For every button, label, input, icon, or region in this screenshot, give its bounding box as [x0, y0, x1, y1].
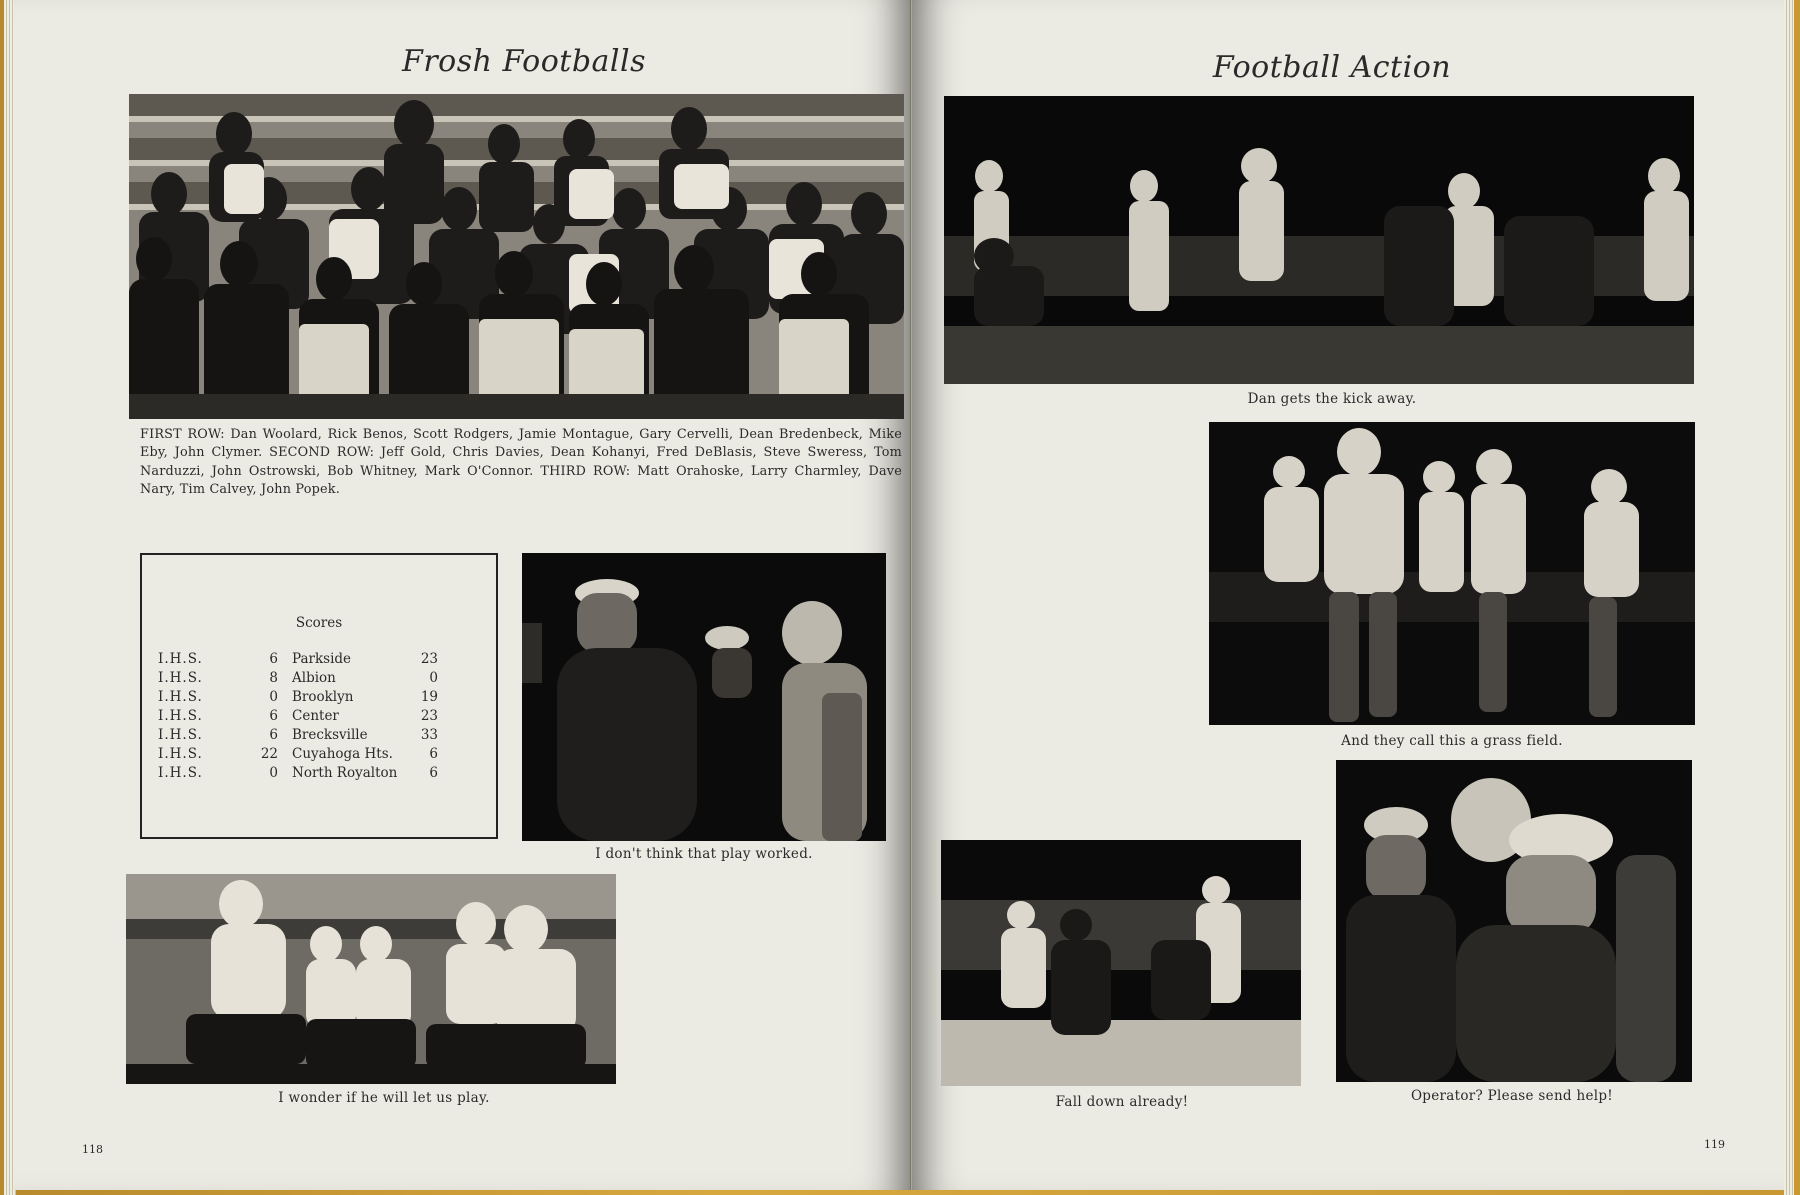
- scores-heading: Scores: [295, 615, 343, 631]
- operator-caption: Operator? Please send help!: [1410, 1088, 1614, 1104]
- kick-caption: Dan gets the kick away.: [1247, 391, 1417, 407]
- fall-caption: Fall down already!: [1055, 1094, 1189, 1110]
- score-us: 0: [269, 765, 278, 781]
- score-opponent: Brooklyn: [292, 689, 354, 705]
- score-row: [158, 651, 478, 670]
- coach-photo: [522, 553, 886, 841]
- score-row: [158, 746, 478, 765]
- score-us: 6: [269, 708, 278, 724]
- score-them: 23: [420, 708, 438, 724]
- page-stack-right: [1784, 0, 1794, 1195]
- score-row: [158, 689, 478, 708]
- coach-caption: I don't think that play worked.: [595, 846, 813, 862]
- score-opponent: Cuyahoga Hts.: [292, 746, 393, 762]
- team-group-photo: [129, 94, 904, 419]
- bench-photo: [126, 874, 616, 1084]
- score-us: 0: [269, 689, 278, 705]
- score-team: I.H.S.: [158, 670, 203, 686]
- scores-table: [158, 651, 478, 784]
- score-team: I.H.S.: [158, 689, 203, 705]
- left-page: [14, 0, 911, 1190]
- score-opponent: Brecksville: [292, 727, 368, 743]
- score-opponent: Albion: [292, 670, 336, 686]
- score-them: 6: [429, 765, 438, 781]
- score-opponent: Parkside: [292, 651, 352, 667]
- score-team: I.H.S.: [158, 651, 203, 667]
- score-us: 8: [269, 670, 278, 686]
- scores-box: [140, 553, 498, 839]
- score-row: [158, 765, 478, 784]
- right-page-title: Football Action: [1212, 50, 1452, 85]
- score-them: 23: [420, 651, 438, 667]
- score-us: 6: [269, 651, 278, 667]
- score-row: [158, 727, 478, 746]
- left-page-number: 118: [82, 1143, 103, 1156]
- score-team: I.H.S.: [158, 765, 203, 781]
- score-them: 6: [429, 746, 438, 762]
- score-team: I.H.S.: [158, 727, 203, 743]
- score-row: [158, 670, 478, 689]
- score-team: I.H.S.: [158, 708, 203, 724]
- score-them: 19: [420, 689, 438, 705]
- score-us: 6: [269, 727, 278, 743]
- left-page-title: Frosh Footballs: [402, 44, 646, 79]
- grass-field-photo: [1209, 422, 1695, 725]
- score-opponent: Center: [292, 708, 339, 724]
- right-page: [912, 0, 1784, 1190]
- score-row: [158, 708, 478, 727]
- score-opponent: North Royalton: [292, 765, 398, 781]
- score-team: I.H.S.: [158, 746, 203, 762]
- right-page-number: 119: [1704, 1138, 1725, 1151]
- score-them: 33: [420, 727, 438, 743]
- tackle-photo: [941, 840, 1301, 1086]
- bench-caption: I wonder if he will let us play.: [278, 1090, 490, 1106]
- operator-photo: [1336, 760, 1692, 1082]
- kick-photo: [944, 96, 1694, 384]
- grass-caption: And they call this a grass field.: [1341, 733, 1563, 749]
- team-roster-caption: FIRST ROW: Dan Woolard, Rick Benos, Scott Rodgers, Jamie Montague, Gary Cervelli, Dean Bredenbeck, Mike Eby, John Clymer. SECOND ROW: Jeff Gold, Chris Davies, Dean Kohanyi, Fred DeBlasis, Steve Sweress, Tom Narduzzi, John Ostrowski, Bob Whitney, Mark O'Connor. THIRD ROW: Matt Orahoske, Larry Charmley, Dave Nary, Tim Calvey, John Popek.: [140, 427, 902, 497]
- score-us: 22: [260, 746, 278, 762]
- score-them: 0: [429, 670, 438, 686]
